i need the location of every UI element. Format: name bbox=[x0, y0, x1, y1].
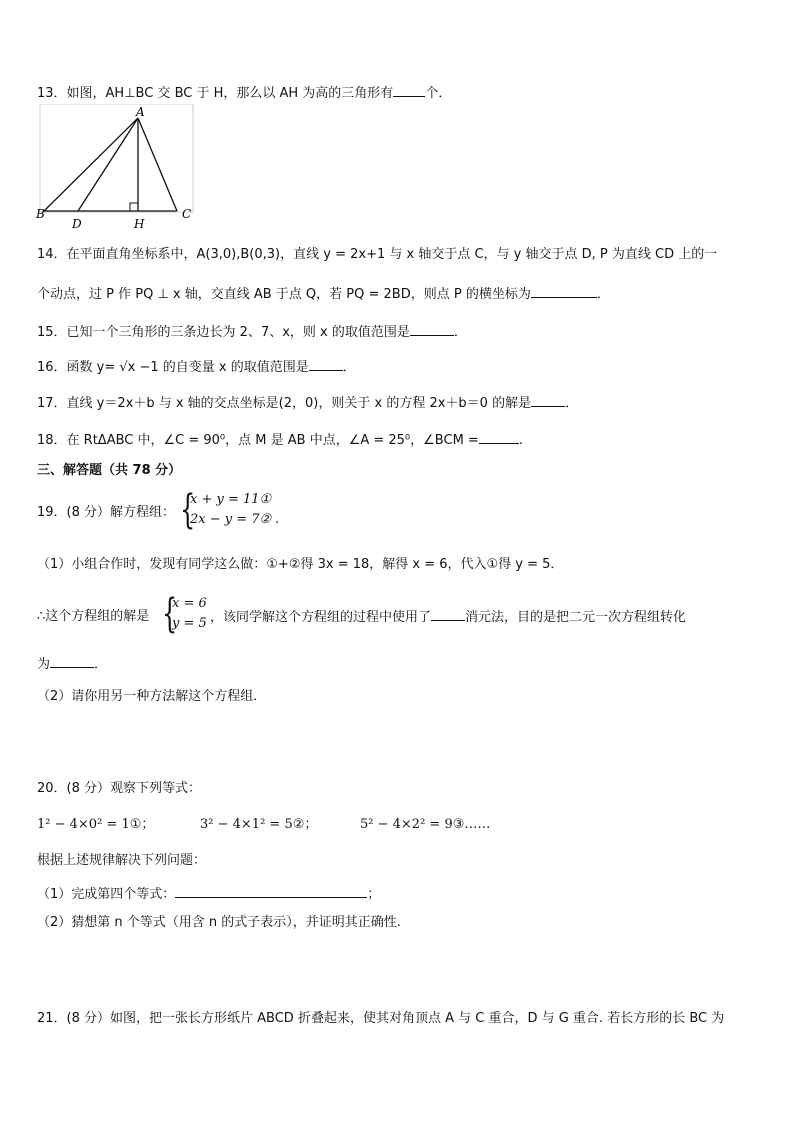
q19-line-wei: 为 ． bbox=[37, 657, 108, 672]
q20-part1: （1）完成第四个等式： ； bbox=[37, 887, 381, 902]
q13-answer-blank[interactable] bbox=[393, 84, 425, 97]
q19-equation-1: x + y = 11① bbox=[190, 492, 272, 507]
q19-label: 19．(8 分）解方程组： bbox=[37, 505, 176, 520]
q20-label: 20．(8 分）观察下列等式： bbox=[37, 781, 202, 796]
q14-answer-blank[interactable] bbox=[531, 285, 597, 298]
q19-purpose-blank[interactable] bbox=[50, 655, 94, 668]
q21-text: 21．(8 分）如图，把一张长方形纸片 ABCD 折叠起来，使其对角顶点 A 与 C 重合，D 与 G 重合. 若长方形的长 BC 为 bbox=[37, 1011, 725, 1026]
q13-triangle-figure bbox=[34, 104, 204, 230]
q20-equation-3: 5² − 4×2² = 9③…… bbox=[360, 817, 491, 832]
q20-fourth-equation-blank[interactable] bbox=[175, 885, 367, 898]
q20-part2: （2）猜想第 n 个等式（用含 n 的式子表示），并证明其正确性. bbox=[37, 915, 401, 930]
q19-part1: （1）小组合作时，发现有同学这么做：①+②得 3x = 18，解得 x = 6，代入①得 y = 5． bbox=[37, 557, 564, 572]
q19-solution-brace: { bbox=[162, 591, 178, 637]
q16-answer-blank[interactable] bbox=[309, 358, 343, 371]
section3-title: 三、解答题（共 78 分） bbox=[37, 463, 182, 478]
q15-text: 15．已知一个三角形的三条边长为 2、7、x，则 x 的取值范围是 ． bbox=[37, 325, 467, 340]
q17-text: 17．直线 y＝2x＋b 与 x 轴的交点坐标是(2，0)，则关于 x 的方程 2x＋b＝0 的解是 ． bbox=[37, 396, 579, 411]
q19-part2: （2）请你用另一种方法解这个方程组． bbox=[37, 689, 267, 704]
q20-intro: 根据上述规律解决下列问题： bbox=[37, 853, 207, 868]
q14-line1: 14．在平面直角坐标系中，A(3,0),B(0,3)，直线 y = 2x+1 与 x 轴交于点 C，与 y 轴交于点 D, P 为直线 CD 上的一 bbox=[37, 247, 718, 262]
q13-text: 13．如图，AH⊥BC 交 BC 于 H，那么以 AH 为高的三角形有 个． bbox=[37, 86, 452, 101]
q20-equation-1: 1² − 4×0² = 1①； bbox=[37, 817, 155, 832]
label-b: B bbox=[36, 207, 45, 221]
label-a: A bbox=[136, 105, 145, 119]
q19-solution-x: x = 6 bbox=[172, 596, 207, 611]
q18-text: 18．在 RtΔABC 中，∠C = 90⁰，点 M 是 AB 中点，∠A = 25⁰，∠BCM = . bbox=[37, 433, 523, 448]
label-c: C bbox=[182, 207, 192, 221]
q15-answer-blank[interactable] bbox=[410, 323, 454, 336]
label-h: H bbox=[134, 217, 145, 230]
q14-line2: 个动点，过 P 作 PQ ⊥ x 轴，交直线 AB 于点 Q，若 PQ = 2BD，则点 P 的横坐标为 ． bbox=[37, 287, 610, 302]
q19-equation-tail: . bbox=[275, 512, 280, 527]
q18-answer-blank[interactable] bbox=[479, 431, 519, 444]
q19-conclusion-pre: ∴这个方程组的解是 bbox=[37, 609, 150, 624]
q19-system-brace: { bbox=[180, 487, 196, 533]
q19-equation-2: 2x − y = 7② bbox=[190, 512, 272, 527]
label-d: D bbox=[72, 217, 82, 230]
q19-conclusion-post: ，该同学解这个方程组的过程中使用了 消元法，目的是把二元一次方程组转化 bbox=[210, 610, 687, 625]
q20-equation-2: 3² − 4×1² = 5②； bbox=[200, 817, 318, 832]
q17-answer-blank[interactable] bbox=[531, 394, 565, 407]
q16-text: 16．函数 y= √x −1 的自变量 x 的取值范围是 ． bbox=[37, 360, 356, 375]
q19-method-blank[interactable] bbox=[431, 608, 465, 621]
q19-solution-y: y = 5 bbox=[172, 616, 207, 631]
